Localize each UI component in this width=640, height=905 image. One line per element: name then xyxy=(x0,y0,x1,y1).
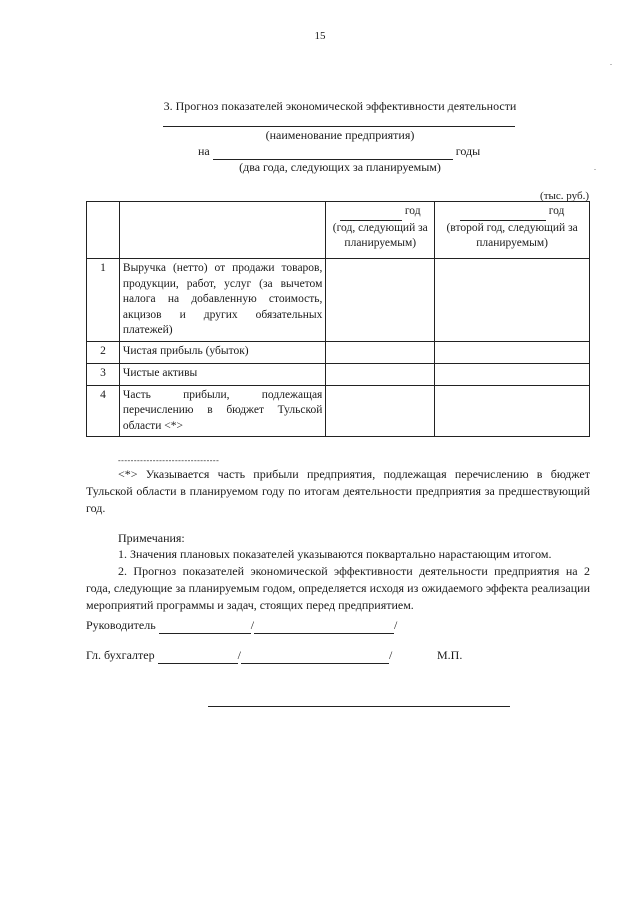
row-num: 1 xyxy=(87,259,120,342)
row-value-year1 xyxy=(326,385,435,437)
accountant-separator-end: / xyxy=(388,648,393,662)
accountant-separator: / xyxy=(237,648,241,662)
year1-word: год xyxy=(404,205,421,217)
margin-mark: . xyxy=(610,58,612,67)
table-row xyxy=(87,341,590,363)
head-separator: / xyxy=(250,618,255,632)
head-name-blank xyxy=(254,618,394,634)
period-blank xyxy=(213,144,453,160)
row-num: 2 xyxy=(87,341,120,363)
header-name-cell xyxy=(119,202,325,259)
year2-word: год xyxy=(548,205,565,217)
note-item-2: 2. Прогноз показателей экономической эффективности деятельности предприятия на 2 года, следующие за планируемым годом, определяется исходя из ожидаемого эффекта реализации мероприятий программы и задач, стоящих перед предприятием. xyxy=(86,564,590,613)
row-num: 4 xyxy=(87,385,120,437)
header-year1-cell xyxy=(326,202,435,259)
footnote-rule: -------------------------------- xyxy=(118,456,220,465)
section-title: 3. Прогноз показателей экономической эффективности деятельности xyxy=(163,99,517,113)
accountant-signature-blank xyxy=(158,648,238,664)
row-value-year2 xyxy=(435,363,590,385)
period-prefix: на xyxy=(198,144,210,158)
closing-rule xyxy=(208,706,510,707)
row-name: Выручка (нетто) от продажи товаров, продукции, работ, услуг (за вычетом налога на добавленную стоимость, акцизов и других обязательных платежей) xyxy=(119,259,325,342)
head-separator-end: / xyxy=(394,618,398,632)
footnote-body: <*> Указывается часть прибыли предприятия, подлежащая перечислению в бюджет Тульской области в планируемом году по итогам деятельности предприятия за предшествующий год. xyxy=(86,467,590,516)
row-name: Чистая прибыль (убыток) xyxy=(119,341,325,363)
margin-mark: . xyxy=(594,163,596,172)
row-name: Чистые активы xyxy=(119,363,325,385)
row-value-year2 xyxy=(435,385,590,437)
row-num: 3 xyxy=(87,363,120,385)
stamp-label: М.П. xyxy=(437,648,463,662)
year2-blank xyxy=(460,204,546,221)
row-value-year1 xyxy=(326,259,435,342)
year2-caption: (второй год, следующий за планируемым) xyxy=(446,221,578,250)
header-year2-cell xyxy=(435,202,590,259)
head-signature-row xyxy=(86,618,397,634)
period-line-row xyxy=(198,144,480,160)
row-value-year1 xyxy=(326,363,435,385)
year1-blank xyxy=(340,204,402,221)
period-suffix: годы xyxy=(455,144,481,158)
table-row xyxy=(87,259,590,342)
table-header-row xyxy=(87,202,590,259)
accountant-name-blank xyxy=(241,648,389,664)
head-label: Руководитель xyxy=(86,618,156,632)
notes-heading: Примечания: xyxy=(118,531,185,545)
row-value-year2 xyxy=(435,259,590,342)
row-value-year1 xyxy=(326,341,435,363)
year1-caption: (год, следующий за планируемым) xyxy=(332,221,428,250)
org-name-line xyxy=(163,126,515,127)
table-row xyxy=(87,363,590,385)
head-signature-blank xyxy=(159,618,251,634)
row-value-year2 xyxy=(435,341,590,363)
accountant-label: Гл. бухгалтер xyxy=(86,648,155,662)
header-num-cell xyxy=(87,202,120,259)
period-caption: (два года, следующих за планируемым) xyxy=(239,160,441,174)
note-item-1: 1. Значения плановых показателей указываются поквартально нарастающим итогом. xyxy=(118,547,552,561)
footnote-text xyxy=(86,466,590,517)
org-caption: (наименование предприятия) xyxy=(265,128,415,142)
row-name: Часть прибыли, подлежащая перечислению в бюджет Тульской области <*> xyxy=(119,385,325,437)
table-row xyxy=(87,385,590,437)
indicators-table xyxy=(86,201,590,437)
page-number: 15 xyxy=(314,30,326,42)
units-label: (тыс. руб.) xyxy=(540,190,589,202)
accountant-signature-row xyxy=(86,648,486,664)
